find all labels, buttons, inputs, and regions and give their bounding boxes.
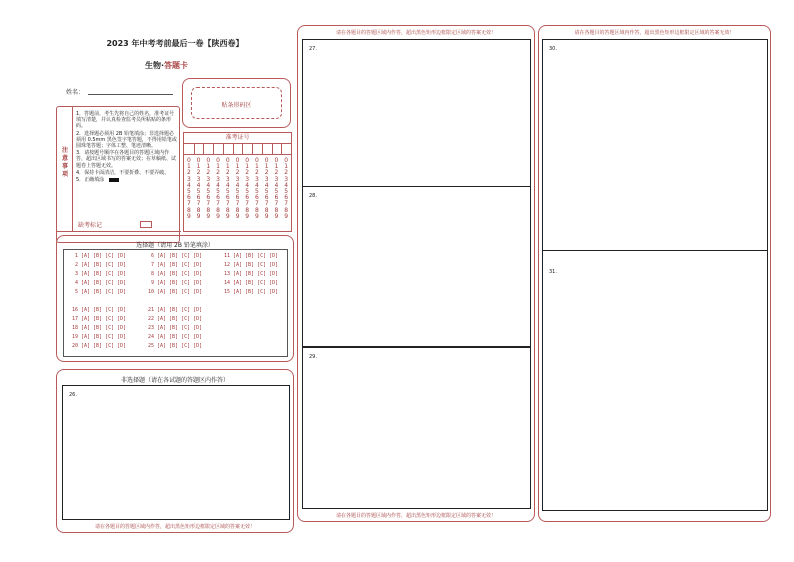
exam-id-digit-bubble[interactable]: 1: [255, 163, 259, 171]
choice-number: 25: [147, 343, 154, 349]
question-number-29: 29.: [309, 354, 317, 360]
page-title: 2023 年中考考前最后一卷【陕西卷】: [106, 39, 244, 48]
exam-id-digit-bubble[interactable]: 3: [225, 175, 230, 183]
exam-id-digit-bubble[interactable]: 8: [196, 206, 201, 214]
exam-id-input-row[interactable]: [184, 144, 291, 155]
choice-row[interactable]: [69, 306, 126, 315]
exam-id-digit-bubble[interactable]: 4: [284, 181, 289, 189]
nonchoice-section: [56, 369, 294, 533]
exam-id-digit-bubble[interactable]: 9: [225, 212, 230, 220]
subject-title: [145, 60, 188, 71]
choice-number: 14: [223, 280, 230, 286]
choice-row[interactable]: [221, 288, 278, 297]
exam-id-digit-bubble[interactable]: 5: [186, 188, 191, 196]
exam-id-digit-bubble[interactable]: 9: [274, 212, 279, 220]
choice-options[interactable]: [A] [B] [C] [D]: [81, 271, 127, 277]
barcode-area: [191, 87, 282, 119]
exam-id-digit-column: [204, 158, 213, 220]
choice-title: 选择题（请用 2B 铅笔填涂）: [136, 242, 214, 249]
choice-number: 22: [147, 316, 154, 322]
notes-label-char: 注: [61, 147, 68, 154]
exam-id-digit-bubble[interactable]: 6: [284, 194, 289, 202]
choice-row[interactable]: [145, 315, 202, 324]
answer-box-30[interactable]: [542, 39, 768, 251]
notes-label-char: 意: [61, 155, 68, 162]
exam-id-digit-bubble[interactable]: 3: [274, 175, 279, 183]
choice-number: 5: [74, 289, 78, 295]
notes-bottom-line: [57, 231, 181, 232]
choice-options[interactable]: [A] [B] [C] [D]: [157, 334, 203, 340]
note-item: 3．请按题号顺序在各题目的答题区域内作答，超出区域书写的答案无效；在草稿纸、试题卷上答题无效。: [76, 150, 177, 169]
exam-id-digit-bubble[interactable]: 7: [245, 200, 250, 208]
choice-row[interactable]: [69, 270, 126, 279]
choice-number: 10: [147, 289, 154, 295]
exam-id-digit-bubble[interactable]: 7: [274, 200, 279, 208]
exam-id-digit-bubble[interactable]: 9: [196, 212, 201, 220]
exam-id-digit-bubble[interactable]: 8: [216, 206, 220, 214]
exam-id-digit-bubble[interactable]: 1: [216, 163, 220, 171]
exam-id-digit-bubble[interactable]: 5: [245, 188, 250, 196]
choice-number: 15: [223, 289, 230, 295]
exam-id-digit-bubble[interactable]: 7: [255, 200, 259, 208]
exam-id-digit-bubble[interactable]: 0: [264, 157, 269, 164]
exam-id-digit-bubble[interactable]: 8: [274, 206, 279, 214]
choice-options[interactable]: [A] [B] [C] [D]: [81, 316, 127, 322]
exam-id-digit-bubble[interactable]: 4: [225, 181, 230, 189]
choice-number: 3: [74, 271, 78, 277]
absent-checkbox[interactable]: [140, 221, 152, 228]
exam-id-digit-bubble[interactable]: 4: [264, 181, 269, 189]
exam-id-digit-bubble[interactable]: 6: [186, 194, 191, 202]
notes-label-char: 事: [61, 163, 68, 170]
exam-id-digit-bubble[interactable]: 8: [255, 206, 259, 214]
exam-id-digit-bubble[interactable]: 8: [186, 206, 191, 214]
exam-id-digit-bubble[interactable]: 6: [225, 194, 230, 202]
exam-id-digit-bubble[interactable]: 6: [274, 194, 279, 202]
exam-id-digit-column: [272, 158, 281, 220]
exam-id-digit-column: [243, 158, 252, 220]
choice-row[interactable]: [221, 252, 278, 261]
choice-options[interactable]: [A] [B] [C] [D]: [81, 343, 127, 349]
exam-id-digit-bubble[interactable]: 9: [284, 212, 289, 220]
note-item-5: [76, 177, 178, 183]
nonchoice-title: 非选择题（请在各试题的答题区内作答）: [120, 377, 229, 384]
choice-number: 8: [150, 271, 154, 277]
choice-options[interactable]: [A] [B] [C] [D]: [157, 307, 203, 313]
exam-id-digit-bubble[interactable]: 9: [245, 212, 250, 220]
note-item: 5．正确填涂: [76, 177, 105, 184]
choice-group: [69, 252, 126, 297]
answer-box-28[interactable]: [302, 187, 531, 347]
note-item: 1．答题前，考生先将自己的姓名，准考证号填写清楚，并认真检查监考员所粘贴的条形码。: [76, 111, 175, 130]
choice-group: [69, 306, 126, 351]
choice-options[interactable]: [A] [B] [C] [D]: [157, 280, 203, 286]
note-item: 2．选择题必须用 2B 铅笔填涂；非选择题必须用 0.5mm 黑色签字笔答题，不得用铅笔或圆珠笔答题；字体工整、笔迹清晰。: [76, 130, 177, 150]
choice-section: [56, 235, 294, 362]
answer-box-26[interactable]: [62, 385, 290, 520]
exam-id-digit-bubble[interactable]: 7: [235, 200, 240, 208]
choice-options[interactable]: [A] [B] [C] [D]: [157, 289, 203, 295]
filled-sample-mark: [109, 178, 119, 182]
warning-banner: 请在各题目的答题区域内作答，超出黑色矩形边框限定区域的答案无效！: [574, 30, 735, 36]
choice-number: 11: [223, 253, 230, 259]
warning-banner: 请在各题目的答题区域内作答，超出黑色矩形边框限定区域的答案无效！: [94, 524, 255, 530]
exam-id-cell-divider: [242, 144, 243, 154]
exam-id-digit-bubble[interactable]: 5: [235, 188, 240, 196]
choice-group: [145, 306, 202, 351]
choice-number: 4: [74, 280, 78, 286]
choice-row[interactable]: [145, 333, 202, 342]
question-number-30: 30.: [549, 46, 557, 52]
exam-id-digit-bubble[interactable]: 3: [245, 175, 250, 183]
absent-label: 缺考标记: [78, 222, 103, 229]
exam-id-digit-bubble[interactable]: 9: [216, 212, 220, 220]
exam-id-digit-bubble[interactable]: 8: [235, 206, 240, 214]
exam-id-digit-bubble[interactable]: 1: [245, 163, 250, 171]
exam-id-digit-bubble[interactable]: 6: [255, 194, 259, 202]
choice-options[interactable]: [A] [B] [C] [D]: [157, 325, 203, 331]
choice-options[interactable]: [A] [B] [C] [D]: [157, 253, 203, 259]
exam-id-digit-bubble[interactable]: 3: [235, 175, 240, 183]
exam-id-digit-column: [214, 158, 223, 220]
choice-row[interactable]: [145, 261, 202, 270]
exam-id-digit-bubble[interactable]: 2: [255, 169, 259, 177]
exam-id-digit-bubble[interactable]: 0: [196, 157, 201, 164]
choice-options[interactable]: [A] [B] [C] [D]: [81, 334, 127, 340]
answer-box-29[interactable]: [302, 347, 531, 509]
choice-options[interactable]: [A] [B] [C] [D]: [157, 343, 203, 349]
exam-id-digit-bubble[interactable]: 9: [186, 212, 191, 220]
choice-row[interactable]: [69, 342, 126, 351]
choice-options[interactable]: [A] [B] [C] [D]: [157, 262, 203, 268]
choice-row[interactable]: [221, 261, 278, 270]
exam-id-digit-bubble[interactable]: 9: [264, 212, 269, 220]
exam-id-digit-bubble[interactable]: 9: [255, 212, 259, 220]
choice-row[interactable]: [145, 306, 202, 315]
choice-options[interactable]: [A] [B] [C] [D]: [81, 307, 127, 313]
exam-id-digit-bubble[interactable]: 1: [264, 163, 269, 171]
exam-id-cell-divider: [223, 144, 224, 154]
middle-panel: [297, 25, 535, 522]
exam-id-digit-bubble[interactable]: 5: [255, 188, 259, 196]
exam-id-digit-bubble[interactable]: 2: [264, 169, 269, 177]
exam-id-digit-bubble[interactable]: 4: [235, 181, 240, 189]
exam-id-digit-bubble[interactable]: 2: [216, 169, 220, 177]
question-number-28: 28.: [309, 193, 317, 199]
exam-id-digit-bubble[interactable]: 1: [235, 163, 240, 171]
choice-options[interactable]: [A] [B] [C] [D]: [157, 316, 203, 322]
choice-number: 21: [147, 307, 154, 313]
choice-options[interactable]: [A] [B] [C] [D]: [81, 325, 127, 331]
exam-id-digit-bubble[interactable]: 6: [196, 194, 201, 202]
exam-id-digit-bubble[interactable]: 6: [206, 194, 211, 202]
warning-banner: 请在各题目的答题区域内作答，超出黑色矩形边框限定区域的答案无效！: [335, 30, 496, 36]
exam-id-digit-bubble[interactable]: 8: [264, 206, 269, 214]
question-number-27: 27.: [309, 46, 317, 52]
exam-id-digit-bubble[interactable]: 0: [225, 157, 230, 164]
exam-id-digit-bubble[interactable]: 1: [186, 163, 191, 171]
exam-id-digit-bubble[interactable]: 0: [186, 157, 191, 164]
choice-options[interactable]: [A] [B] [C] [D]: [233, 289, 279, 295]
choice-row[interactable]: [145, 252, 202, 261]
name-field[interactable]: [88, 94, 173, 95]
exam-id-digit-bubble[interactable]: 4: [206, 181, 211, 189]
exam-id-digit-bubble[interactable]: 3: [255, 175, 259, 183]
choice-row[interactable]: [69, 261, 126, 270]
exam-id-digit-bubble[interactable]: 3: [206, 175, 211, 183]
exam-id-digit-column: [194, 158, 203, 220]
exam-id-digit-bubble[interactable]: 7: [264, 200, 269, 208]
exam-id-digit-bubble[interactable]: 8: [225, 206, 230, 214]
exam-id-cell-divider: [252, 144, 253, 154]
exam-id-digit-bubble[interactable]: 0: [245, 157, 250, 164]
choice-number: 23: [147, 325, 154, 331]
exam-id-digit-column: [233, 158, 242, 220]
choice-row[interactable]: [69, 279, 126, 288]
choice-options[interactable]: [A] [B] [C] [D]: [233, 253, 279, 259]
choice-row[interactable]: [69, 324, 126, 333]
notes-divider: [72, 107, 73, 231]
exam-id-digit-bubble[interactable]: 3: [196, 175, 201, 183]
barcode-frame: [182, 78, 291, 128]
exam-id-cell-divider: [233, 144, 234, 154]
choice-row[interactable]: [69, 288, 126, 297]
exam-id-digit-bubble[interactable]: 2: [196, 169, 201, 177]
choice-row[interactable]: [145, 342, 202, 351]
choice-row[interactable]: [69, 333, 126, 342]
choice-row[interactable]: [145, 279, 202, 288]
exam-id-digit-bubble[interactable]: 1: [284, 163, 289, 171]
choice-row[interactable]: [145, 288, 202, 297]
exam-id-digit-bubble[interactable]: 2: [284, 169, 289, 177]
choice-grid: [69, 252, 289, 352]
choice-options[interactable]: [A] [B] [C] [D]: [233, 271, 279, 277]
right-panel: [538, 25, 771, 522]
exam-id-digit-bubble[interactable]: 1: [196, 163, 201, 171]
exam-id-digit-bubble[interactable]: 9: [235, 212, 240, 220]
notes-label: [61, 147, 69, 179]
exam-id-digit-bubble[interactable]: 6: [264, 194, 269, 202]
exam-id-digit-bubble[interactable]: 8: [245, 206, 250, 214]
choice-number: 17: [71, 316, 78, 322]
exam-id-cell-divider: [194, 144, 195, 154]
choice-row[interactable]: [221, 270, 278, 279]
exam-id-digit-bubble[interactable]: 2: [186, 169, 191, 177]
choice-number: 13: [223, 271, 230, 277]
note-item: 4．保持卡面清洁，不要折叠、不要弄破。: [76, 169, 170, 176]
choice-group: [221, 252, 278, 297]
choice-options[interactable]: [A] [B] [C] [D]: [81, 280, 127, 286]
choice-row[interactable]: [69, 315, 126, 324]
choice-options[interactable]: [A] [B] [C] [D]: [233, 262, 279, 268]
exam-id-digit-bubble[interactable]: 8: [206, 206, 211, 214]
exam-id-digit-bubble[interactable]: 3: [186, 175, 191, 183]
choice-options[interactable]: [A] [B] [C] [D]: [81, 253, 127, 259]
exam-id-digit-column: [252, 158, 261, 220]
exam-id-digit-bubble[interactable]: 2: [206, 169, 211, 177]
answer-box-31[interactable]: [542, 251, 768, 511]
exam-id-cell-divider: [281, 144, 282, 154]
exam-id-label: 准考证号: [184, 133, 291, 144]
exam-id-digit-bubble[interactable]: 6: [216, 194, 220, 202]
exam-id-digit-bubble[interactable]: 5: [216, 188, 220, 196]
exam-id-digit-bubble[interactable]: 4: [255, 181, 259, 189]
exam-id-digit-bubble[interactable]: 4: [245, 181, 250, 189]
choice-number: 6: [150, 253, 154, 259]
exam-id-digit-bubble[interactable]: 7: [196, 200, 201, 208]
choice-options[interactable]: [A] [B] [C] [D]: [157, 271, 203, 277]
name-label: 姓名：: [66, 89, 85, 96]
exam-id-digit-column: [223, 158, 232, 220]
exam-id-digit-bubble[interactable]: 5: [274, 188, 279, 196]
exam-id-box: [183, 132, 292, 232]
choice-number: 7: [150, 262, 154, 268]
exam-id-cell-divider: [262, 144, 263, 154]
exam-id-cell-divider: [213, 144, 214, 154]
choice-row[interactable]: [69, 252, 126, 261]
choice-number: 20: [71, 343, 78, 349]
exam-id-digit-bubble[interactable]: 7: [216, 200, 220, 208]
choice-number: 9: [150, 280, 154, 286]
exam-id-digit-bubble[interactable]: 7: [206, 200, 211, 208]
exam-id-digit-bubble[interactable]: 5: [206, 188, 211, 196]
exam-id-cell-divider: [203, 144, 204, 154]
exam-id-digit-bubble[interactable]: 1: [225, 163, 230, 171]
exam-id-digit-bubble[interactable]: 1: [206, 163, 211, 171]
subject-name: 生物·: [145, 61, 165, 70]
exam-id-digit-bubble[interactable]: 2: [245, 169, 250, 177]
exam-id-digit-bubble[interactable]: 2: [235, 169, 240, 177]
exam-id-digit-grid: [184, 158, 291, 228]
exam-id-digit-bubble[interactable]: 6: [235, 194, 240, 202]
card-name: 答题卡: [164, 61, 189, 70]
choice-number: 12: [223, 262, 230, 268]
warning-banner: 请在各题目的答题区域内作答，超出黑色矩形边框限定区域的答案无效！: [335, 513, 496, 519]
answer-box-27[interactable]: [302, 39, 531, 187]
choice-number: 2: [74, 262, 78, 268]
choice-options[interactable]: [A] [B] [C] [D]: [81, 289, 127, 295]
exam-id-digit-bubble[interactable]: 8: [284, 206, 289, 214]
exam-id-digit-bubble[interactable]: 4: [196, 181, 201, 189]
exam-id-digit-bubble[interactable]: 3: [216, 175, 220, 183]
exam-id-digit-bubble[interactable]: 0: [216, 157, 220, 164]
choice-options[interactable]: [A] [B] [C] [D]: [81, 262, 127, 268]
exam-id-digit-bubble[interactable]: 5: [284, 188, 289, 196]
choice-row[interactable]: [145, 270, 202, 279]
notes-list: [76, 111, 178, 184]
exam-id-digit-bubble[interactable]: 2: [225, 169, 230, 177]
exam-id-digit-bubble[interactable]: 0: [274, 157, 279, 164]
question-number-26: 26.: [69, 392, 77, 398]
choice-group: [145, 252, 202, 297]
exam-id-digit-bubble[interactable]: 5: [264, 188, 269, 196]
choice-number: 24: [147, 334, 154, 340]
question-number-31: 31.: [549, 269, 557, 275]
choice-number: 16: [71, 307, 78, 313]
choice-row[interactable]: [145, 324, 202, 333]
exam-id-digit-bubble[interactable]: 4: [216, 181, 220, 189]
exam-id-digit-bubble[interactable]: 1: [274, 163, 279, 171]
exam-id-digit-bubble[interactable]: 3: [284, 175, 289, 183]
exam-id-digit-bubble[interactable]: 0: [255, 157, 259, 164]
exam-id-digit-bubble[interactable]: 7: [225, 200, 230, 208]
choice-options[interactable]: [A] [B] [C] [D]: [233, 280, 279, 286]
choice-number: 19: [71, 334, 78, 340]
notes-box: [56, 106, 180, 243]
exam-id-digit-column: [262, 158, 271, 220]
exam-id-digit-column: [184, 158, 193, 220]
choice-number: 18: [71, 325, 78, 331]
exam-id-digit-column: [282, 158, 291, 220]
exam-id-digit-bubble[interactable]: 5: [196, 188, 201, 196]
exam-id-digit-bubble[interactable]: 9: [206, 212, 211, 220]
exam-id-cell-divider: [272, 144, 273, 154]
exam-id-digit-bubble[interactable]: 2: [274, 169, 279, 177]
exam-id-digit-bubble[interactable]: 4: [274, 181, 279, 189]
exam-id-digit-bubble[interactable]: 5: [225, 188, 230, 196]
exam-id-digit-bubble[interactable]: 7: [186, 200, 191, 208]
exam-id-digit-bubble[interactable]: 0: [235, 157, 240, 164]
exam-id-digit-bubble[interactable]: 6: [245, 194, 250, 202]
exam-id-digit-bubble[interactable]: 0: [284, 157, 289, 164]
notes-label-char: 项: [61, 171, 68, 178]
exam-id-digit-bubble[interactable]: 3: [264, 175, 269, 183]
barcode-label: 贴条形码区: [221, 102, 252, 109]
exam-id-digit-bubble[interactable]: 7: [284, 200, 289, 208]
exam-id-digit-bubble[interactable]: 0: [206, 157, 211, 164]
exam-id-digit-bubble[interactable]: 4: [186, 181, 191, 189]
choice-row[interactable]: [221, 279, 278, 288]
choice-number: 1: [74, 253, 78, 259]
